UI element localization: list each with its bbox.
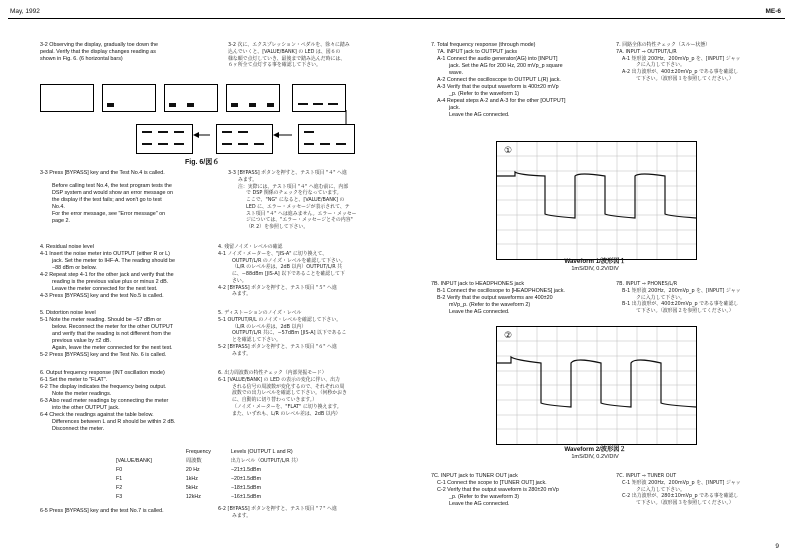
section-7c-en: 7C. INPUT jack to TUNER OUT jack C-1 Connect the scope to [TUNER OUT] jack. C-2 Verify that the output waveform is 280±20 mVp _p. (Refer to the waveform 3) Leave the AG connected. <box>431 473 559 508</box>
display-state-4 <box>226 84 280 112</box>
figure-6-display-sequence <box>36 82 376 157</box>
waveform-1-scope <box>496 141 697 260</box>
figure-6-caption: Fig. 6/図６ <box>185 159 220 166</box>
header-rule <box>8 18 785 19</box>
section-4-ja: 4. 残留ノイズ・レベルの確認 4-1 ノイズ・メーターを、"JIS-A" に切り換えて、 OUTPUT/L/R のノイズ・レベルを確認して下さい。 （L/R のレベル差は、2dB 以内）OUTPUT/L/R 共 に、−88dBm [JIS-A] 以下であることを確認して下 さい。 4-2 [BYPASS] ボタンを押すと、テスト項目 "５" へ進 みます。 <box>218 244 346 298</box>
arrow-left-icon-2 <box>272 130 294 140</box>
table-row: F1 1kHz −20±1.5dBm <box>116 476 262 483</box>
waveform-1-caption: Waveform 1/波形図１ 1mS/DIV, 0.2V/DIV <box>564 258 626 273</box>
display-state-6 <box>216 124 273 154</box>
header-date: May, 1992 <box>10 8 40 15</box>
section-7a-en: 7. Total frequency response (through mode) 7A. INPUT jack to OUTPUT jacks A-1 Connect the audio generator(AG) into [INPUT] jack. Set the AG for 200 Hz, 200 mVp_p square wave. A-2 Connect the oscilloscope to OUTPUT L(R) jack. A-3 Verify that the output waveform is 400±20 mVp _p. (Refer to the waveform 1) A-4 Repeat steps A-2 and A-3 for the other [OUTPUT] jack. Leave the AG connected. <box>431 42 566 119</box>
table-row: F0 20 Hz −21±1.5dBm <box>116 467 262 474</box>
display-state-7 <box>136 124 193 154</box>
arrow-left-icon-1 <box>192 130 212 140</box>
section-7b-en: 7B. INPUT jack to HEADPHONES jack B-1 Connect the oscillosope to [HEADPHONES] jack. B-2 Verify that the output waveforms are 400±20 mVp_p. (Refer to the waveform 2) Leave the AG connected. <box>431 281 565 316</box>
waveform-2-marker: ② <box>504 330 513 340</box>
waveform-2-scope <box>496 326 697 445</box>
section-6-ja: 6. 出力周波数の特性チェック（内部発振モード） 6-1 [VALUE/BANK] の LED の表示の変化に伴い、出力 される信号の周波数が変化するので、それぞれの周 波数での出力レベルを確認して下さい。（何秒かおき に、自動的に切り替わっていきます。） （ノイズ・メーターを、"FLAT" に切り換えます。 また、いずれも、L/R のレベル差は、2dB 以内） <box>218 370 347 417</box>
section-7b-ja: 7B. INPUT ⇒ PHONES/L/R B-1 矩形波 200Hz、200mVp_p を、[INPUT] ジャッ クに入力して下さい。 B-1 出力波形が、400±20mVp_p である事を確認し て下さい。（波形図２を参照してください。） <box>616 281 741 315</box>
page-number: 9 <box>775 543 779 550</box>
table-row: F3 12kHz −16±1.5dBm <box>116 494 262 501</box>
waveform-2-caption: Waveform 2/波形図２ 1mS/DIV, 0.2V/DIV <box>564 446 626 461</box>
section-7c-ja: 7C. INPUT ⇒ TUNER OUT C-1 矩形波 200Hz、200mVp_p を、[INPUT] ジャッ クに入力して下さい。 C-2 出力波形が、280±10mVp_p である事を確認し て下さい。（波形図３を参照してください。） <box>616 473 741 507</box>
step-3-2-en: 3-2 Observing the display, gradually toe down the pedal. Verify that the display changes reading as shown in Fig. 6. (6 horizontal bars) <box>40 42 158 63</box>
display-state-3 <box>164 84 218 112</box>
step-3-2-ja: 3-2 次に、エクスプレッション・ペダルを、徐々に踏み 込んでいくと、[VALUE/BANK] の LED は、図６の 様な順で点灯していき、最後まで踏み込んだ時には、 ６ヶ所全て点灯する事を確認して下さい。 <box>228 42 350 69</box>
display-state-2 <box>102 84 156 112</box>
display-state-5b <box>298 124 355 154</box>
header-model: ME-6 <box>765 8 781 15</box>
section-6-en: 6. Output frequency response (INT oscillation mode) 6-1 Set the meter to "FLAT". 6-2 The display indicates the frequency being output. Note the meter readings. 6-3 Also read meter readings by connecting the meter into the other OUTPUT jack. 6-4 Check the readings against the table below. Differences between L and R should be within 2 dB. Disconnect the meter. <box>40 370 176 433</box>
step-6-5-ja: 6-2 [BYPASS] ボタンを押すと、テスト項目 "７" へ進 みます。 <box>218 506 337 519</box>
frequency-level-table: Frequency Levels (OUTPUT L and R) [VALUE/BANK] 周波数 出力レベル（OUTPUT/L/R 共） F0 20 Hz −21±1.5dBm F1 1kHz −20±1.5dBm F2 5kHz −18±1.5dBm F3 12kHz −16±1.5dBm <box>116 448 311 502</box>
display-state-1 <box>40 84 94 112</box>
section-4-en: 4. Residual noise level 4-1 Insert the noise meter into OUTPUT (either R or L) jack. Set the meter to IHF-A. The reading should be −88 dBm or below. 4-2 Repeat step 4-1 for the other jack and verify that the reading is the previous value plus or minus 2 dB. Leave the meter connected for the next test. 4-3 Press [BYPASS] key and the test No.5 is called. <box>40 244 176 300</box>
table-row: F2 5kHz −18±1.5dBm <box>116 485 262 492</box>
step-3-3-en: 3-3 Press [BYPASS] key and the Test No.4 is called. Before calling test No.4, the test program tests the DSP system and would show an error message on the display if the test fails; and won't go to test No.4. For the error message, see "Error message" on page 2. <box>40 170 173 225</box>
waveform-1-marker: ① <box>504 145 513 155</box>
step-6-5-en: 6-5 Press [BYPASS] key and the test No.7 is called. <box>40 508 164 514</box>
step-3-3-ja: 3-3 [BYPASS] ボタンを押すと、テスト項目 "４" へ進 みます。 注：実際には、テスト項目 "４" へ進む前に、内部 で DSP 関係のチェックを行なっています。 ここで、"NG" になると、[VALUE/BANK] の LED に、エラー・メッセージが表示されて、テ スト項目 "４" へは進みません。エラー・メッセー ジについては、"エラー・メッセージとその内容" （P. 2）を参照して下さい。 <box>228 170 357 231</box>
section-7a-ja: 7. 回路全体の特性チェック（スルー状態） 7A. INPUT ⇒ OUTPUT/L/R A-1 矩形波 200Hz、200mVp_p を、[INPUT] ジャッ クに入力して下さい。 A-2 出力波形が、400±20mVp_p である事を確認し て下さい。（波形図１を参照してください。） <box>616 42 741 82</box>
waveform-1-graph <box>497 142 696 259</box>
waveform-2-graph <box>497 327 696 444</box>
section-5-ja: 5. ディストーションのノイズ・レベル 5-1 OUTPUT/R/L のノイズ・レベルを確認して下さい。 （L/R のレベル差は、2dB 以内） OUTPUT/L/R 共に、−57dBm [JIS-A] 以下であるこ とを確認して下さい。 5-2 [BYPASS] ボタンを押すと、テスト項目 "６" へ進 みます。 <box>218 310 347 357</box>
section-5-en: 5. Distortion noise level 5-1 Note the meter reading. Should be −57 dBm or below. Reconnect the meter for the other OUTPUT and verify that the reading is not different from the previous value by ±2 dB. Again, leave the meter connected for the next test. 5-2 Press [BYPASS] key and the Test No. 6 is called. <box>40 310 174 359</box>
